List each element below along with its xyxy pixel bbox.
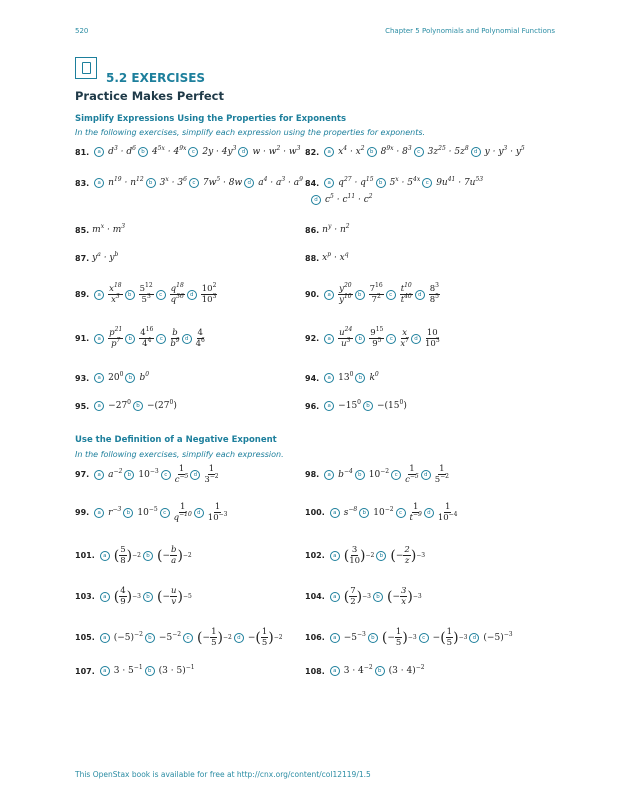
exercise-number: 101.	[75, 551, 95, 560]
choice-b: b	[125, 373, 135, 383]
exercise-96: 96. a $-15^0$ b $-(15^0)$	[305, 399, 407, 411]
exercise-99: 99. a $r^{-3}$ b $10^{-5}$ c 1 $q^{-10}$ d 1 $10^{-3}$	[75, 502, 228, 523]
exercise-number: 82.	[305, 147, 320, 157]
exercise-number: 85.	[75, 225, 90, 235]
choice-c: c	[183, 633, 193, 643]
exercise-number: 99.	[75, 508, 90, 517]
choice-a: a	[100, 551, 110, 561]
choice-a: a	[330, 551, 340, 561]
exercise-number: 108.	[305, 666, 325, 676]
exercise-90: 90. a $y^{20}$ $y^{10}$ b $7^{16}$ $7^2$ c $t^{10}$ $t^{40}$ d $8^3$ $8^5$	[305, 282, 439, 305]
exercise-107: 107. a $3 \cdot 5^{-1}$ b $(3 \cdot 5)^{-1}$	[75, 664, 195, 676]
chapter-title: Chapter 5 Polynomials and Polynomial Functions	[385, 27, 555, 35]
choice-a: a	[330, 666, 340, 676]
choice-a: a	[94, 508, 104, 518]
choice-a: a	[94, 334, 104, 344]
choice-b: b	[363, 401, 373, 411]
exercise-105: 105. a $(-5)^{-2}$ b $-5^{-2}$ c ( − 1 5 ) −2 d − ( 1 5 ) −2	[75, 627, 283, 648]
exercise-number: 97.	[75, 470, 90, 479]
choice-d: d	[238, 147, 248, 157]
exercise-number: 103.	[75, 592, 95, 601]
choice-a: a	[100, 592, 110, 602]
choice-d: d	[234, 633, 244, 643]
choice-c: c	[391, 470, 401, 480]
exercise-101: 101. a ( 5 8 ) −2 b ( − b a ) −2	[75, 545, 192, 566]
choice-b: b	[376, 178, 386, 188]
section-heading-1: Simplify Expressions Using the Properties for Exponents	[75, 114, 347, 124]
choice-a: a	[324, 401, 334, 411]
choice-b: b	[367, 147, 377, 157]
choice-c: c	[156, 334, 166, 344]
choice-b: b	[359, 508, 369, 518]
choice-c: c	[396, 508, 406, 518]
exercise-number: 95.	[75, 401, 90, 411]
choice-c: c	[386, 290, 396, 300]
exercise-number: 89.	[75, 290, 90, 299]
exercise-95: 95. a $-27^0$ b $-(27^0)$	[75, 399, 177, 411]
choice-b: b	[143, 592, 153, 602]
choice-d: d	[424, 508, 434, 518]
exercise-108: 108. a $3 \cdot 4^{-2}$ b $(3 \cdot 4)^{-2}$	[305, 664, 425, 676]
choice-d: d	[244, 178, 254, 188]
choice-d: d	[411, 334, 421, 344]
choice-b: b	[355, 290, 365, 300]
choice-a: a	[94, 470, 104, 480]
exercise-number: 106.	[305, 633, 325, 642]
choice-d: d	[187, 290, 197, 300]
choice-b: b	[375, 666, 385, 676]
exercise-98: 98. a $b^{-4}$ b $10^{-2}$ c 1 $c^{-5}$ d 1 $5^{-2}$	[305, 464, 450, 485]
choice-a: a	[100, 633, 110, 643]
exercise-87: 87. $y^a \cdot y^b$	[75, 251, 119, 263]
choice-d: d	[182, 334, 192, 344]
choice-c: c	[414, 147, 424, 157]
exercise-number: 102.	[305, 551, 325, 560]
section-instruction-1: In the following exercises, simplify each expression using the properties for exponents.	[75, 128, 426, 137]
exercise-number: 86.	[305, 225, 320, 235]
exercise-102: 102. a ( 3 10 ) −2 b ( − 2 z ) −3	[305, 545, 426, 566]
exercise-number: 88.	[305, 253, 320, 263]
exercise-81: 81. a $d^3 \cdot d^6$ b $4^{5x} \cdot 4^{9x}$ c $2y \cdot 4y^3$ d $w \cdot w^2 \cdot w^3$	[75, 145, 301, 157]
choice-a: a	[324, 470, 334, 480]
page-number: 520	[75, 27, 89, 35]
choice-d: d	[194, 508, 204, 518]
exercise-97: 97. a $a^{-2}$ b $10^{-3}$ c 1 $c^{-5}$ d 1 $3^{-2}$	[75, 464, 219, 485]
choice-c: c	[386, 334, 396, 344]
choice-b: b	[373, 592, 383, 602]
choice-b: b	[355, 334, 365, 344]
exercise-93: 93. a $20^0$ b $b^0$	[75, 371, 150, 383]
exercise-103: 103. a ( 4 9 ) −3 b ( − u v ) −5	[75, 586, 192, 607]
exercises-title: 5.2 EXERCISES	[106, 71, 206, 85]
exercise-85: 85. $m^x \cdot m^3$	[75, 223, 126, 235]
choice-b: b	[143, 551, 153, 561]
choice-b: b	[125, 334, 135, 344]
exercise-number: 98.	[305, 470, 320, 479]
choice-c: c	[160, 508, 170, 518]
choice-b: b	[146, 178, 156, 188]
choice-c: c	[419, 633, 429, 643]
exercise-number: 91.	[75, 334, 90, 343]
choice-b: b	[355, 373, 365, 383]
exercise-number: 100.	[305, 508, 325, 517]
exercise-100: 100. a $s^{-8}$ b $10^{-2}$ c 1 $t^{-9}$ d 1 $10^{-4}$	[305, 502, 458, 523]
choice-b: b	[368, 633, 378, 643]
exercise-number: 105.	[75, 633, 95, 642]
choice-a: a	[324, 147, 334, 157]
exercise-number: 104.	[305, 592, 325, 601]
choice-b: b	[145, 666, 155, 676]
subtitle: Practice Makes Perfect	[75, 89, 224, 103]
exercise-92: 92. a $u^{24}$ $u^3$ b $9^{15}$ $9^5$ c x $x^7$ d 10 $10^3$	[305, 326, 440, 349]
exercise-104: 104. a ( 7 2 ) −3 b ( − 3 x ) −3	[305, 586, 422, 607]
exercise-106: 106. a $-5^{-3}$ b ( − 1 5 ) −3 c − ( 1 5 ) −3 d $(-5)^{-3}$	[305, 627, 513, 648]
choice-d: d	[421, 470, 431, 480]
choice-d: d	[190, 470, 200, 480]
choice-b: b	[123, 508, 133, 518]
choice-d: d	[415, 290, 425, 300]
choice-b: b	[355, 470, 365, 480]
choice-c: c	[189, 178, 199, 188]
choice-c: c	[422, 178, 432, 188]
exercise-91: 91. a $p^{21}$ $p^7$ b $4^{16}$ $4^4$ c b $b^9$ d 4 $4^6$	[75, 326, 205, 349]
choice-a: a	[100, 666, 110, 676]
choice-a: a	[324, 373, 334, 383]
section-heading-2: Use the Definition of a Negative Exponent	[75, 435, 277, 445]
exercise-number: 84.	[305, 178, 320, 188]
footer-note: This OpenStax book is available for free at http://cnx.org/content/col12119/1.5	[75, 770, 371, 779]
choice-b: b	[376, 551, 386, 561]
choice-a: a	[330, 592, 340, 602]
exercise-number: 92.	[305, 334, 320, 343]
choice-d: d	[471, 147, 481, 157]
choice-a: a	[324, 334, 334, 344]
choice-c: c	[188, 147, 198, 157]
choice-a: a	[94, 290, 104, 300]
choice-d: d	[311, 195, 321, 205]
choice-a: a	[330, 508, 340, 518]
exercise-88: 88. $x^p \cdot x^q$	[305, 251, 349, 263]
choice-a: a	[324, 290, 334, 300]
choice-b: b	[145, 633, 155, 643]
exercise-number: 87.	[75, 253, 90, 263]
exercise-94: 94. a $13^0$ b $k^0$	[305, 371, 379, 383]
choice-a: a	[94, 373, 104, 383]
choice-b: b	[138, 147, 148, 157]
exercise-84: 84. a $q^{27} \cdot q^{15}$ b $5^x \cdot 5^{4x}$ c $9u^{41} \cdot 7u^{53}$	[305, 176, 484, 188]
choice-a: a	[324, 178, 334, 188]
exercise-83: 83. a $n^{19} \cdot n^{12}$ b $3^x \cdot 3^6$ c $7w^5 \cdot 8w$ d $a^4 \cdot a^3 \cdot a^9$	[75, 176, 303, 188]
exercises-icon	[75, 57, 97, 79]
choice-a: a	[330, 633, 340, 643]
choice-b: b	[124, 470, 134, 480]
choice-c: c	[161, 470, 171, 480]
exercise-89: 89. a $x^{18}$ $x^3$ b $5^{12}$ $5^3$ c $q^{18}$ $q^{36}$ d $10^2$ $10^3$	[75, 282, 217, 305]
exercise-84-d: d $c^5 \cdot c^{11} \cdot c^2$	[309, 195, 373, 205]
exercise-number: 96.	[305, 401, 320, 411]
choice-d: d	[469, 633, 479, 643]
exercise-number: 81.	[75, 147, 90, 157]
choice-c: c	[156, 290, 166, 300]
choice-b: b	[133, 401, 143, 411]
choice-b: b	[125, 290, 135, 300]
exercise-86: 86. $n^y \cdot n^2$	[305, 223, 350, 235]
choice-a: a	[94, 178, 104, 188]
choice-a: a	[94, 147, 104, 157]
exercise-number: 90.	[305, 290, 320, 299]
section-instruction-2: In the following exercises, simplify each expression.	[75, 450, 284, 459]
exercise-number: 93.	[75, 373, 90, 383]
exercise-number: 107.	[75, 666, 95, 676]
choice-a: a	[94, 401, 104, 411]
exercise-82: 82. a $x^4 \cdot x^2$ b $8^{9x} \cdot 8^3$ c $3z^{25} \cdot 5z^8$ d $y \cdot y^3 \cdot y^5$	[305, 145, 525, 157]
exercise-number: 83.	[75, 178, 90, 188]
exercise-number: 94.	[305, 373, 320, 383]
